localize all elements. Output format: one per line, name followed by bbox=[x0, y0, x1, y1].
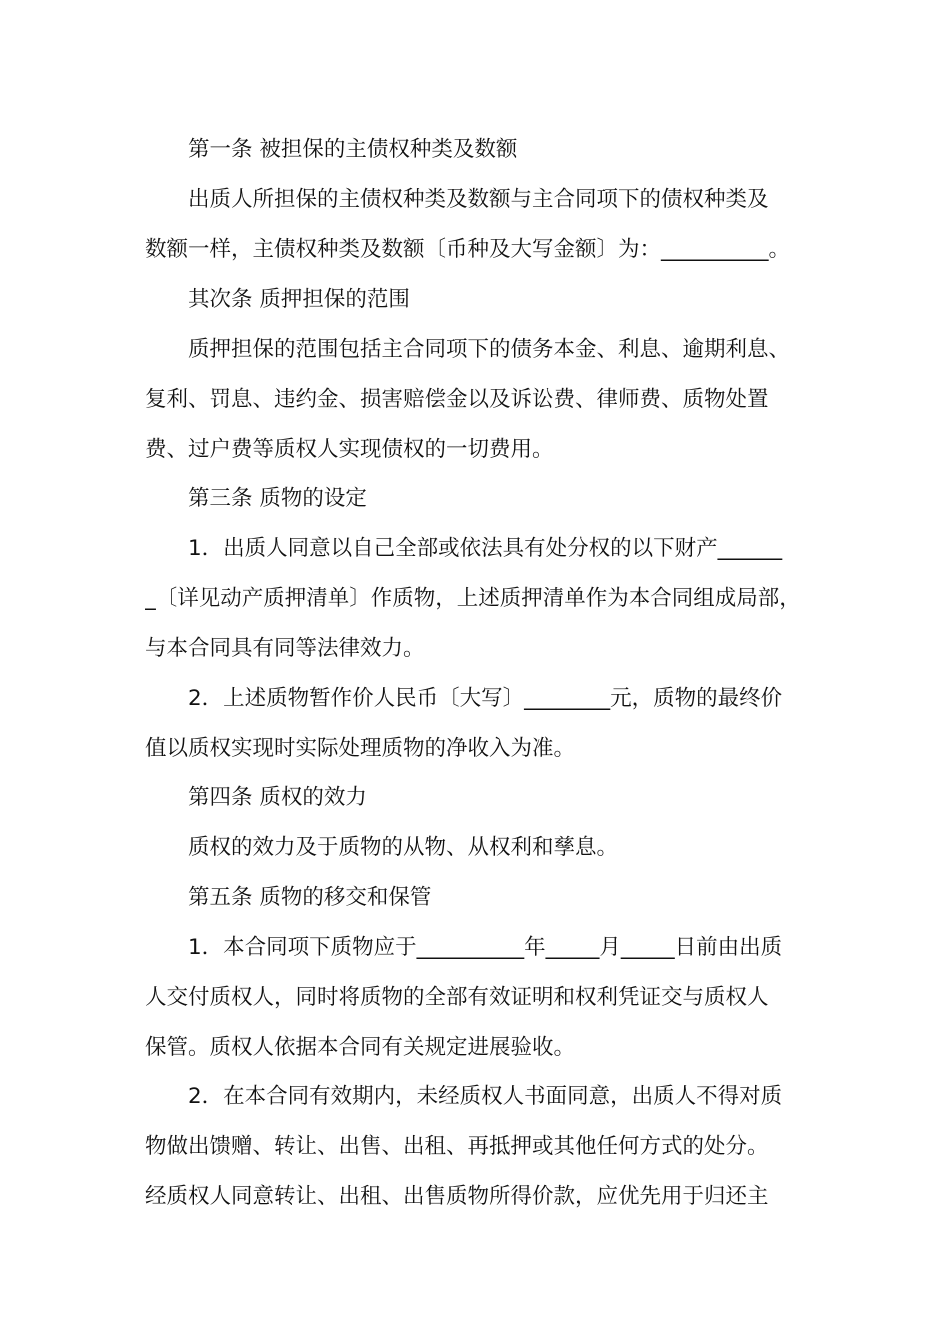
paragraph-line: 人交付质权人，同时将质物的全部有效证明和权利凭证交与质权人 bbox=[145, 985, 769, 1010]
paragraph-line: 经质权人同意转让、出租、出售质物所得价款，应优先用于归还主 bbox=[145, 1184, 769, 1209]
paragraph-line: 费、过户费等质权人实现债权的一切费用。 bbox=[145, 437, 554, 462]
paragraph-line: 值以质权实现时实际处理质物的净收入为准。 bbox=[145, 736, 576, 761]
paragraph-line: 2．上述质物暂作价人民币〔大写〕________元，质物的最终价 bbox=[188, 686, 783, 711]
paragraph-line: 1．本合同项下质物应于__________年_____月_____日前由出质 bbox=[188, 935, 783, 960]
article-1-heading: 第一条 被担保的主债权种类及数额 bbox=[188, 137, 518, 162]
article-4-heading: 第四条 质权的效力 bbox=[188, 785, 367, 810]
paragraph-line: 物做出馈赠、转让、出售、出租、再抵押或其他任何方式的处分。 bbox=[145, 1134, 769, 1159]
paragraph-line: 质权的效力及于质物的从物、从权利和孳息。 bbox=[188, 835, 619, 860]
paragraph-line: 数额一样，主债权种类及数额〔币种及大写金额〕为：__________。 bbox=[145, 237, 791, 262]
paragraph-line: 复利、罚息、违约金、损害赔偿金以及诉讼费、律师费、质物处置 bbox=[145, 387, 769, 412]
paragraph-line: 与本合同具有同等法律效力。 bbox=[145, 636, 425, 661]
article-5-heading: 第五条 质物的移交和保管 bbox=[188, 885, 432, 910]
paragraph-line: 质押担保的范围包括主合同项下的债务本金、利息、逾期利息、 bbox=[188, 337, 791, 362]
paragraph-line: 1．出质人同意以自己全部或依法具有处分权的以下财产______ bbox=[188, 536, 783, 561]
paragraph-line: _〔详见动产质押清单〕作质物，上述质押清单作为本合同组成局部， bbox=[145, 586, 801, 611]
article-3-heading: 第三条 质物的设定 bbox=[188, 486, 367, 511]
paragraph-line: 保管。质权人依据本合同有关规定进展验收。 bbox=[145, 1035, 576, 1060]
article-2-heading: 其次条 质押担保的范围 bbox=[188, 287, 410, 312]
paragraph-line: 出质人所担保的主债权种类及数额与主合同项下的债权种类及 bbox=[188, 187, 769, 212]
paragraph-line: 2．在本合同有效期内，未经质权人书面同意，出质人不得对质 bbox=[188, 1084, 783, 1109]
